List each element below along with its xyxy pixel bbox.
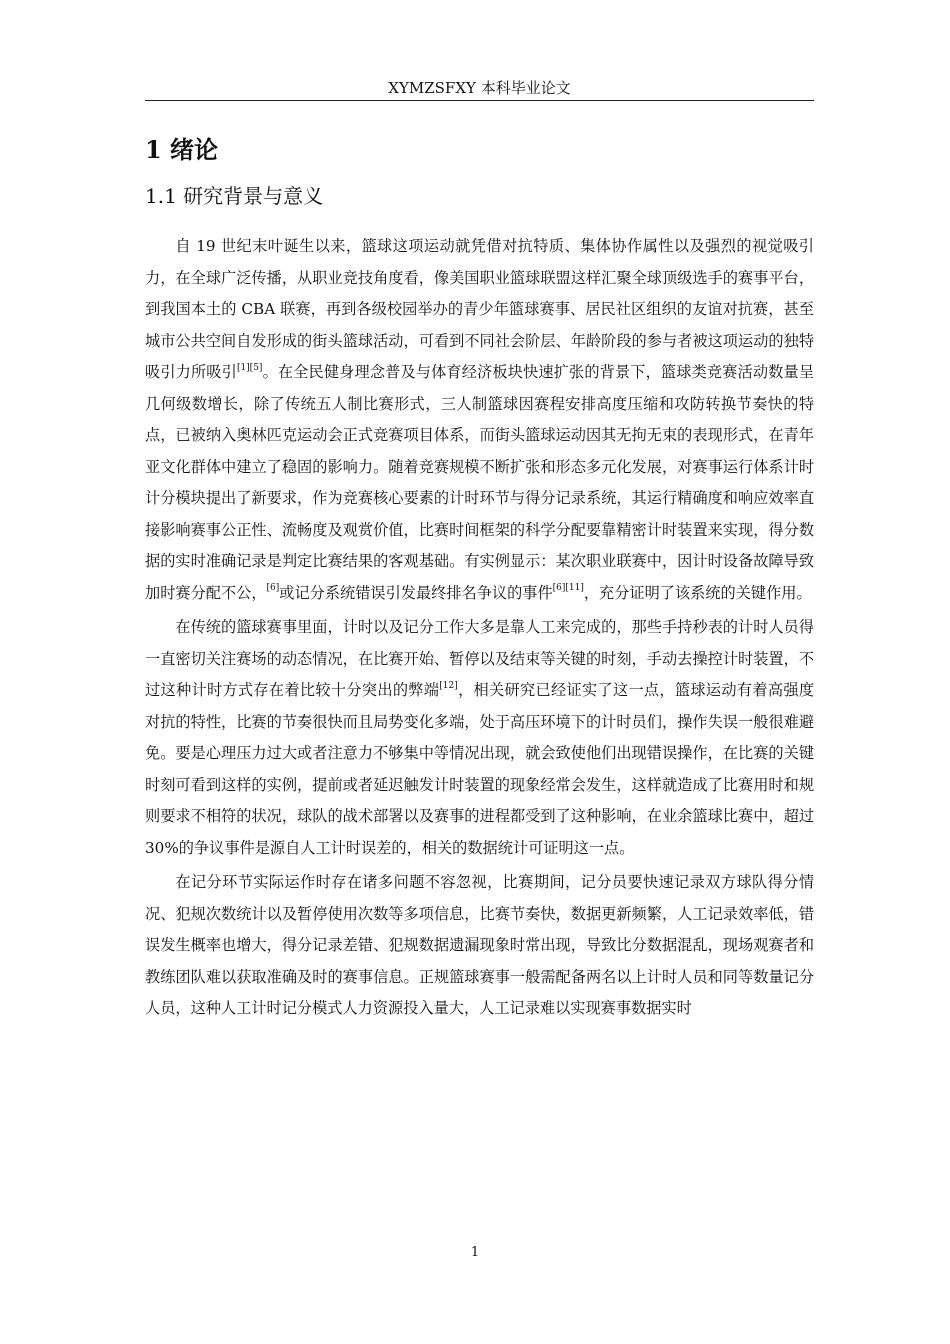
- page-number: 1: [470, 1245, 480, 1260]
- paragraph-1-text-c: 或记分系统错误引发最终排名争议的事件: [279, 583, 553, 602]
- section-title: 1.1 研究背景与意义: [145, 184, 324, 208]
- citation-ref: [1][5]: [236, 362, 263, 373]
- paragraph-2: [145, 612, 814, 864]
- paragraph-3: [145, 867, 814, 1025]
- header-rule: [145, 100, 814, 101]
- citation-ref: [12]: [439, 680, 458, 691]
- paragraph-3-text-a: 在记分环节实际运作时存在诸多问题不容忽视，比赛期间，记分员要快速记录双方球队得分情况、犯规次数统计以及暂停使用次数等多项信息，比赛节奏快，数据更新频繁，人工记录效率低，错误发生概率也增大，得分记录差错、犯规数据遗漏现象时常出现，导致比分数据混乱，现场观赛者和教练团队难以获取准确及时的赛事信息。正规篮球赛事一般需配备两名以上计时人员和同等数量记分人员，这种人工计时记分模式人力资源投入量大，人工记录难以实现赛事数据实时: [145, 873, 814, 1017]
- paragraph-1: [145, 231, 814, 609]
- paragraph-1-text-a: 自 19 世纪末叶诞生以来，篮球这项运动就凭借对抗特质、集体协作属性以及强烈的视觉吸引力，在全球广泛传播，从职业竞技角度看，像美国职业篮球联盟这样汇聚全球顶级选手的赛事平台，到我国本土的 CBA 联赛，再到各级校园举办的青少年篮球赛事、居民社区组织的友谊对抗赛，甚至城市公共空间自发形成的街头篮球活动，可看到不同社会阶层、年龄阶段的参与者被这项运动的独特吸引力所吸引: [145, 237, 814, 381]
- paragraph-1-text-d: ，充分证明了该系统的关键作用。: [583, 583, 812, 602]
- citation-ref: [6]: [266, 583, 280, 594]
- running-header: XYMZSFXY 本科毕业论文: [388, 79, 571, 97]
- body-text: [145, 231, 814, 1025]
- chapter-title: 1 绪论: [145, 135, 219, 164]
- paragraph-2-text-a: 在传统的篮球赛事里面，计时以及记分工作大多是靠人工来完成的，那些手持秒表的计时人员得一直密切关注赛场的动态情况，在比赛开始、暂停以及结束等关键的时刻，手动去操控计时装置，不过这种计时方式存在着比较十分突出的弊端: [145, 618, 814, 699]
- citation-ref: [6][11]: [552, 583, 584, 594]
- paragraph-2-text-b: ，相关研究已经证实了这一点，篮球运动有着高强度对抗的特性，比赛的节奏很快而且局势变化多端，处于高压环境下的计时员们，操作失误一般很难避免。要是心理压力过大或者注意力不够集中等情况出现，就会致使他们出现错误操作，在比赛的关键时刻可看到这样的实例，提前或者延迟触发计时装置的现象经常会发生，这样就造成了比赛用时和规则要求不相符的状况，球队的战术部署以及赛事的进程都受到了这种影响，在业余篮球比赛中，超过 30%的争议事件是源自人工计时误差的，相关的数据统计可证明这一点。: [145, 681, 815, 857]
- paragraph-1-text-b: 。在全民健身理念普及与体育经济板块快速扩张的背景下，篮球类竞赛活动数量呈几何级数增长，除了传统五人制比赛形式，三人制篮球因赛程安排高度压缩和攻防转换节奏快的特点，已被纳入奥林匹克运动会正式竞赛项目体系，而街头篮球运动因其无拘无束的表现形式，在青年亚文化群体中建立了稳固的影响力。随着竞赛规模不断扩张和形态多元化发展，对赛事运行体系计时计分模块提出了新要求，作为竞赛核心要素的计时环节与得分记录系统，其运行精确度和响应效率直接影响赛事公正性、流畅度及观赏价值，比赛时间框架的科学分配要靠精密计时装置来实现，得分数据的实时准确记录是判定比赛结果的客观基础。有实例显示：某次职业联赛中，因计时设备故障导致加时赛分配不公，: [145, 363, 815, 602]
